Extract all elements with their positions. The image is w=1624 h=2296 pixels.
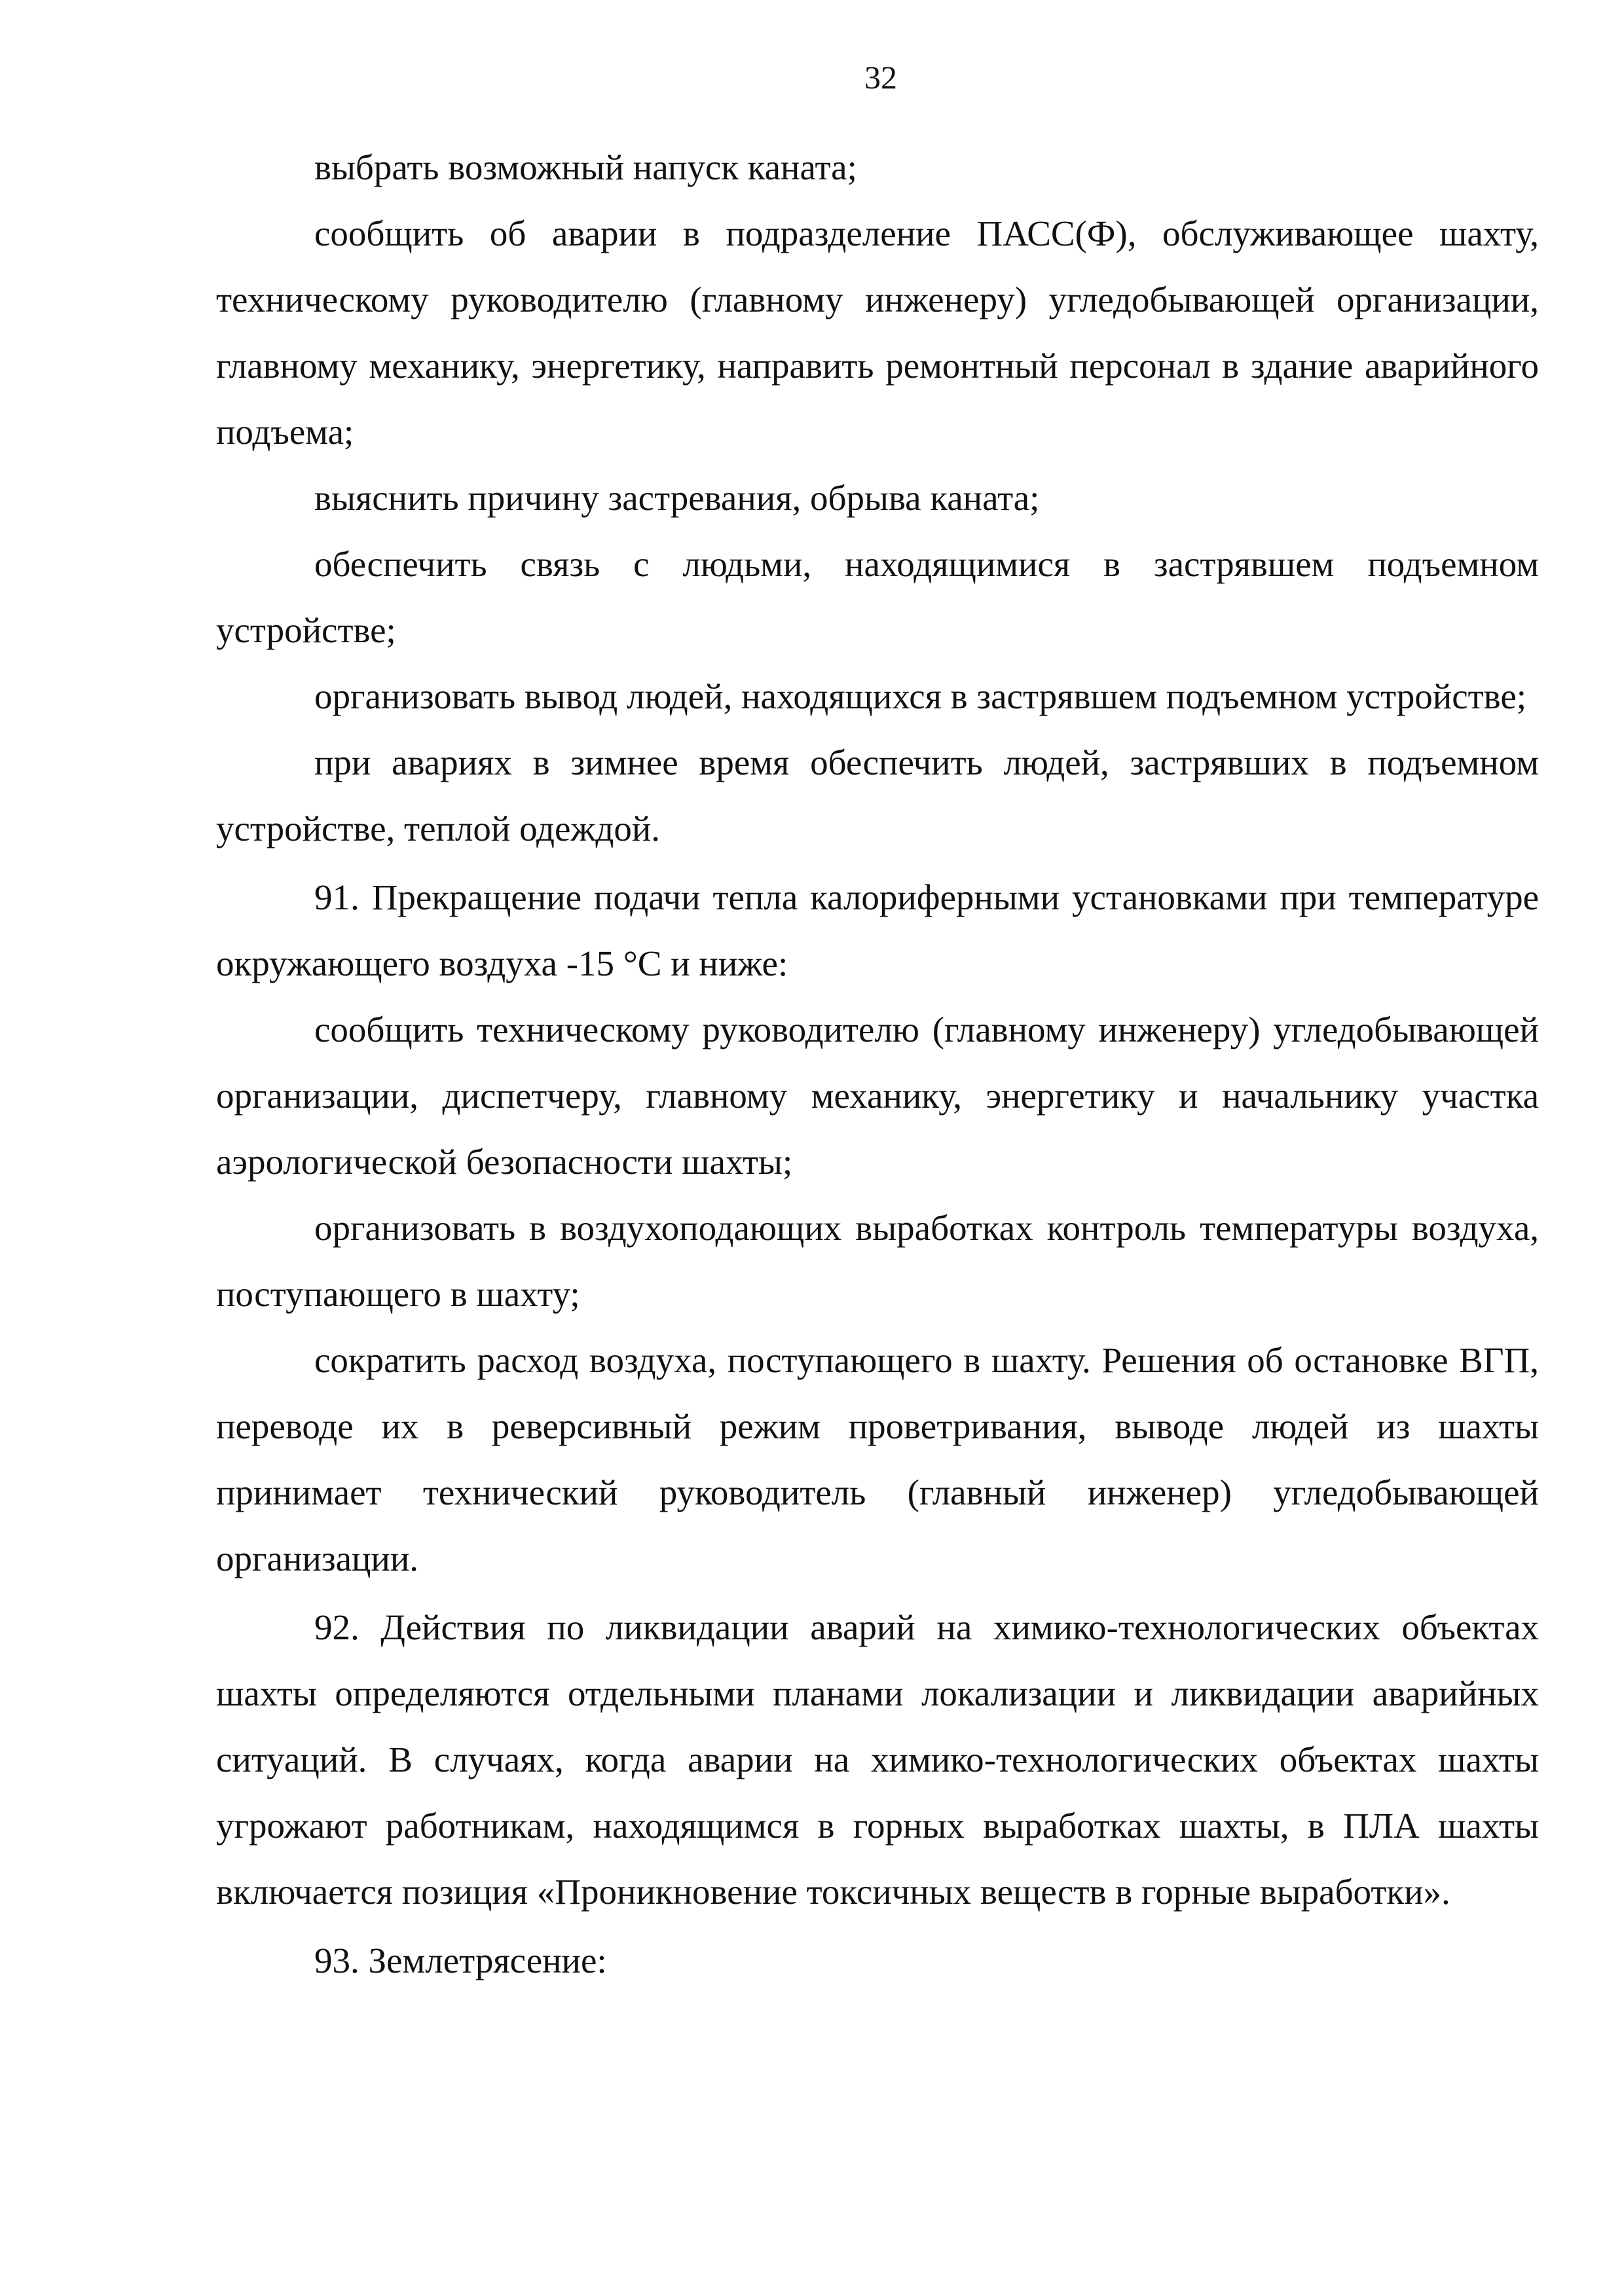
paragraph-warm-clothing: при авариях в зимнее время обеспечить людей, застрявших в подъемном устройстве, теплой одеждой. <box>216 742 1539 848</box>
paragraph-find-cause: выяснить причину застревания, обрыва каната; <box>314 478 1040 518</box>
paragraph-temperature-control: организовать в воздухоподающих выработках контроль температуры воздуха, поступающего в шахту; <box>216 1208 1539 1314</box>
document-body <box>216 134 1539 1994</box>
paragraph-item-93: 93. Землетрясение: <box>314 1941 607 1980</box>
paragraph-item-92: 92. Действия по ликвидации аварий на химико-технологических объектах шахты определяются отдельными планами локализации и ликвидации аварийных ситуаций. В случаях, когда аварии на химико-технологических объектах шахты угрожают работникам, находящимся в горных выработках шахты, в ПЛА шахты включается позиция «Проникновение токсичных веществ в горные выработки». <box>216 1607 1539 1912</box>
paragraph-evacuation: организовать вывод людей, находящихся в застрявшем подъемном устройстве; <box>314 676 1527 716</box>
paragraph-communication: обеспечить связь с людьми, находящимися в застрявшем подъемном устройстве; <box>216 544 1539 650</box>
paragraph-reduce-airflow: сократить расход воздуха, поступающего в шахту. Решения об остановке ВГП, переводе их в реверсивный режим проветривания, выводе людей из шахты принимает технический руководитель (главный инженер) угледобывающей организации. <box>216 1340 1539 1578</box>
paragraph-report-accident: сообщить об аварии в подразделение ПАСС(Ф), обслуживающее шахту, техническому руководителю (главному инженеру) угледобывающей организации, главному механику, энергетику, направить ремонтный персонал в здание аварийного подъема; <box>216 213 1539 452</box>
paragraph-item-91: 91. Прекращение подачи тепла калориферными установками при температуре окружающего воздуха -15 °С и ниже: <box>216 877 1539 983</box>
paragraph-rope-slack: выбрать возможный напуск каната; <box>314 147 857 187</box>
page-number: 32 <box>864 59 897 96</box>
paragraph-notify-engineer: сообщить техническому руководителю (главному инженеру) угледобывающей организации, диспетчеру, главному механику, энергетику и начальнику участка аэрологической безопасности шахты; <box>216 1010 1539 1182</box>
